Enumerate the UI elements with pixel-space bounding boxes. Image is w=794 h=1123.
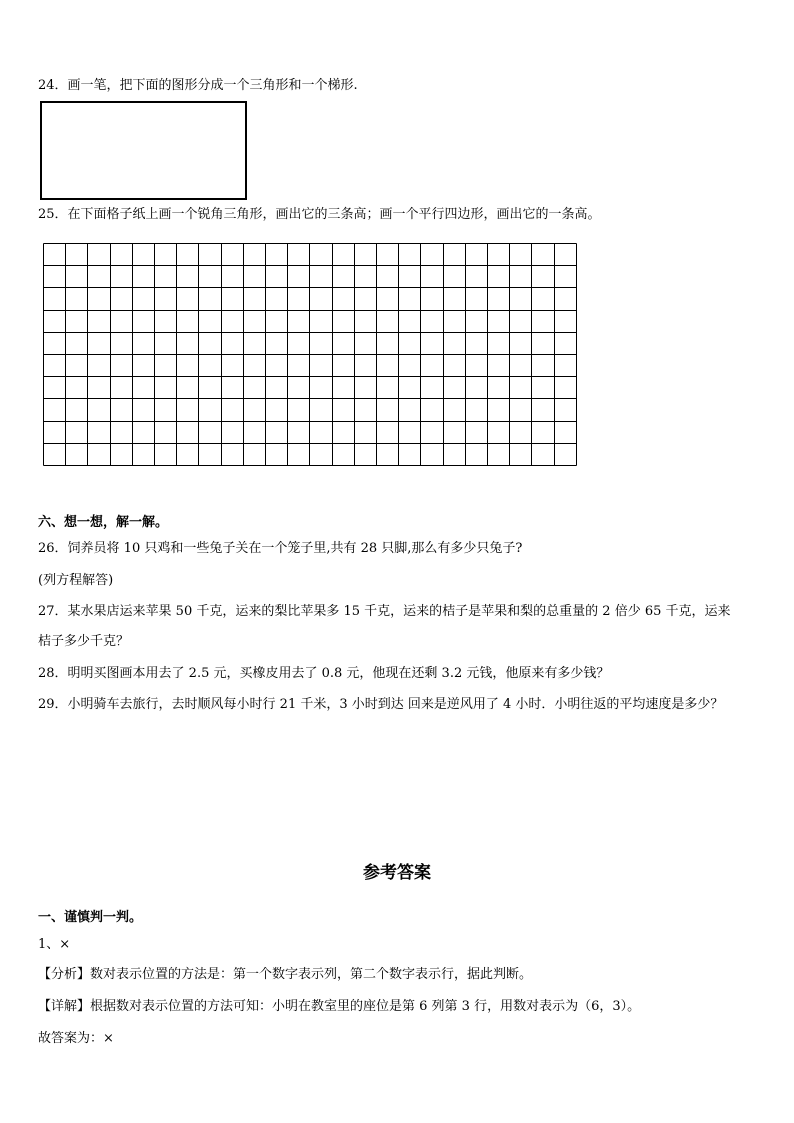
answer-section-1: 一、谨慎判一判。 bbox=[38, 910, 143, 925]
question-27-line-2: 桔子多少千克？ bbox=[38, 634, 130, 649]
answer-item-1: 1、× bbox=[38, 937, 71, 952]
question-28: 28．明明买图画本用去了 2.5 元，买橡皮用去了 0.8 元，他现在还剩 3.2 元钱，他原来有多少钱？ bbox=[38, 666, 610, 681]
answer-conclusion: 故答案为：× bbox=[38, 1031, 114, 1046]
question-25: 25．在下面格子纸上画一个锐角三角形，画出它的三条高；画一个平行四边形，画出它的一条高。 bbox=[38, 207, 601, 222]
answer-detail: 【详解】根据数对表示位置的方法可知：小明在教室里的座位是第 6 列第 3 行，用数对表示为（6，3）。 bbox=[38, 999, 641, 1014]
section-6-heading: 六、想一想，解一解。 bbox=[38, 515, 169, 530]
question-24: 24．画一笔，把下面的图形分成一个三角形和一个梯形. bbox=[38, 78, 358, 93]
question-26-note: (列方程解答) bbox=[38, 573, 114, 588]
answer-analysis: 【分析】数对表示位置的方法是：第一个数字表示列，第二个数字表示行，据此判断。 bbox=[38, 967, 533, 982]
answer-title: 参考答案 bbox=[363, 863, 431, 883]
question-27-line-1: 27．某水果店运来苹果 50 千克，运来的梨比苹果多 15 千克，运来的桔子是苹果和梨的总重量的 2 倍少 65 千克，运来 bbox=[38, 604, 731, 619]
question-26: 26．饲养员将 10 只鸡和一些兔子关在一个笼子里,共有 28 只脚,那么有多少只兔子? bbox=[38, 541, 523, 556]
rectangle-figure bbox=[40, 101, 247, 200]
grid-paper bbox=[43, 243, 579, 468]
question-29: 29．小明骑车去旅行，去时顺风每小时行 21 千米，3 小时到达 回来是逆风用了 4 小时．小明往返的平均速度是多少？ bbox=[38, 697, 724, 712]
